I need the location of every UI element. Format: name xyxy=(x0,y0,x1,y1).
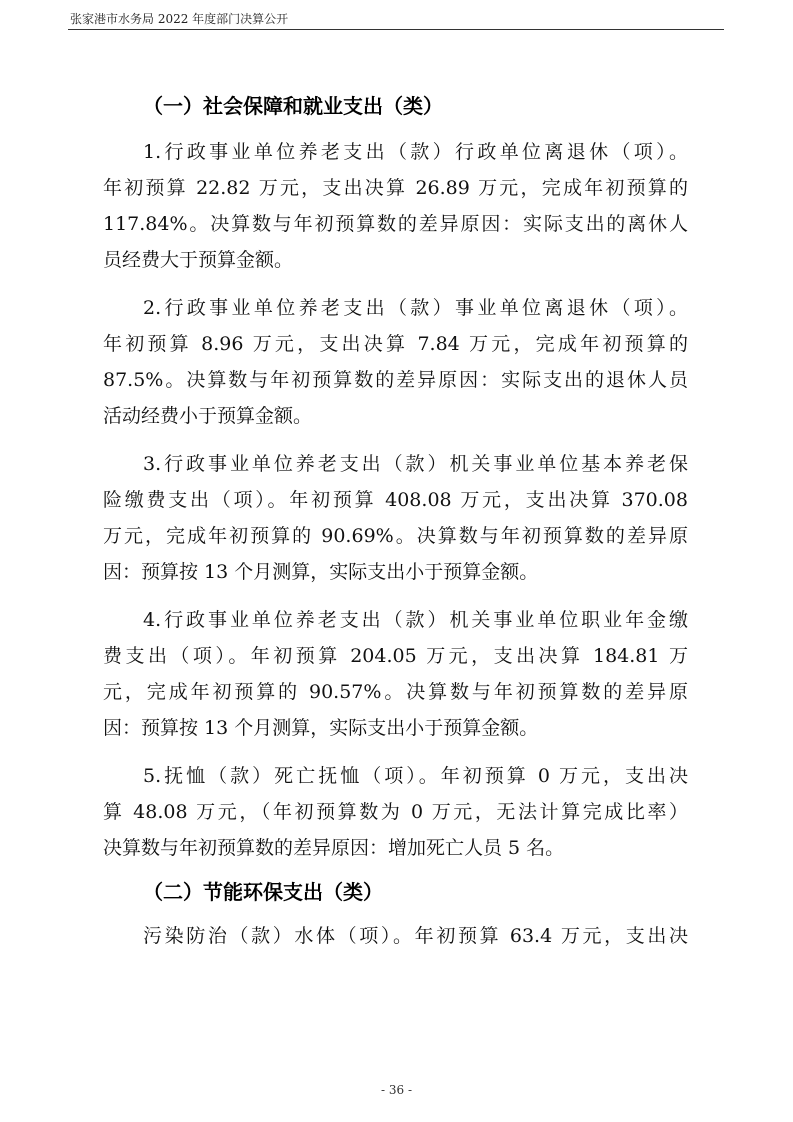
paragraph-5 xyxy=(103,758,688,866)
paragraph-6 xyxy=(103,918,688,954)
text-line: 员经费大于预算金额。 xyxy=(103,249,294,271)
paragraph-4 xyxy=(103,602,688,746)
page-number: - 36 - xyxy=(380,1083,412,1097)
section-social-security xyxy=(103,88,688,866)
section-heading: （一）社会保障和就业支出（类） xyxy=(143,94,443,118)
text-line: 活动经费小于预算金额。 xyxy=(103,405,313,427)
text-line: 因：预算按 13 个月测算，实际支出小于预算金额。 xyxy=(103,717,539,739)
text-line: 元，完成年初预算的 90.57%。决算数与年初预算数的差异原 xyxy=(103,681,688,703)
text-line: 年初预算 22.82 万元，支出决算 26.89 万元，完成年初预算的 xyxy=(103,177,688,199)
text-line: 3.行政事业单位养老支出（款）机关事业单位基本养老保 xyxy=(143,453,688,475)
text-line: 87.5%。决算数与年初预算数的差异原因：实际支出的退休人员 xyxy=(103,369,688,391)
text-line: 4.行政事业单位养老支出（款）机关事业单位职业年金缴 xyxy=(143,609,688,631)
paragraph-1 xyxy=(103,134,688,278)
text-line: 费支出（项）。年初预算 204.05 万元，支出决算 184.81 万 xyxy=(103,645,688,667)
document-body xyxy=(103,88,688,966)
section-heading: （二）节能环保支出（类） xyxy=(143,880,383,904)
running-header: 张家港市水务局 2022 年度部门决算公开 xyxy=(70,12,289,26)
text-line: 117.84%。决算数与年初预算数的差异原因：实际支出的离休人 xyxy=(103,213,688,235)
text-line: 算 48.08 万元，（年初预算数为 0 万元，无法计算完成比率） xyxy=(103,801,688,823)
section-energy-environment xyxy=(103,874,688,954)
text-line: 5.抚恤（款）死亡抚恤（项）。年初预算 0 万元，支出决 xyxy=(143,765,688,787)
text-line: 万元，完成年初预算的 90.69%。决算数与年初预算数的差异原 xyxy=(103,525,688,547)
paragraph-2 xyxy=(103,290,688,434)
text-line: 险缴费支出（项）。年初预算 408.08 万元，支出决算 370.08 xyxy=(103,489,688,511)
paragraph-3 xyxy=(103,446,688,590)
header-rule xyxy=(68,29,724,30)
text-line: 污染防治（款）水体（项）。年初预算 63.4 万元，支出决 xyxy=(143,925,688,947)
text-line: 因：预算按 13 个月测算，实际支出小于预算金额。 xyxy=(103,561,539,583)
text-line: 决算数与年初预算数的差异原因：增加死亡人员 5 名。 xyxy=(103,837,565,859)
text-line: 1.行政事业单位养老支出（款）行政单位离退休（项）。 xyxy=(143,141,688,163)
text-line: 2.行政事业单位养老支出（款）事业单位离退休（项）。 xyxy=(143,297,688,319)
text-line: 年初预算 8.96 万元，支出决算 7.84 万元，完成年初预算的 xyxy=(103,333,688,355)
